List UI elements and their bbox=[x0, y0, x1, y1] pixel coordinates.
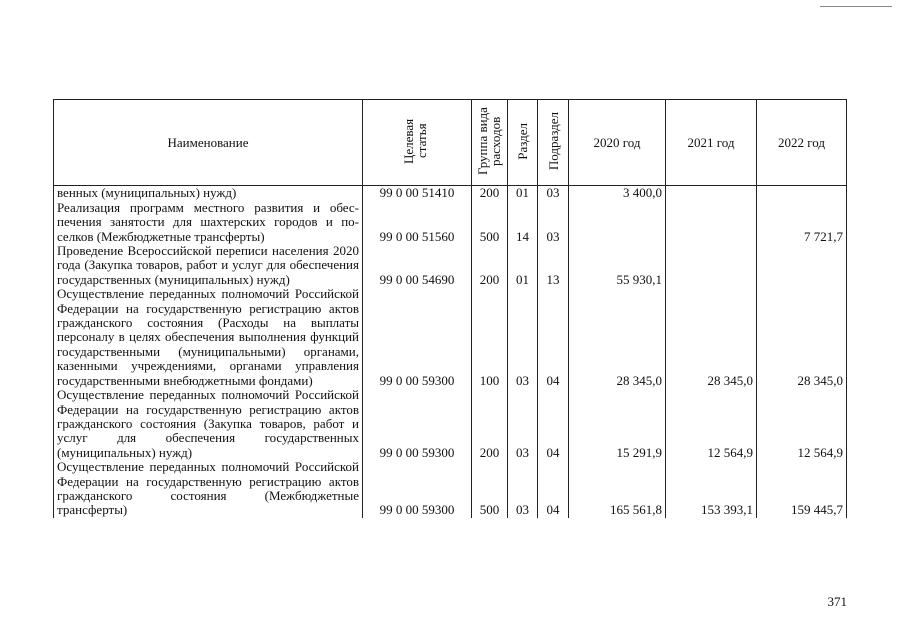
table-row bbox=[54, 388, 847, 460]
row-2021: 28 345,0 bbox=[666, 287, 757, 388]
row-2022: 7 721,7 bbox=[757, 201, 847, 244]
row-subsection: 03 bbox=[538, 201, 569, 244]
row-target: 99 0 00 51560 bbox=[363, 201, 472, 244]
row-group: 200 bbox=[472, 186, 508, 201]
table-row bbox=[54, 244, 847, 287]
row-2020: 3 400,0 bbox=[569, 186, 666, 201]
row-name: Осуществление переданных полномочий Российской Федерации на государственную регистрацию актов гражданского состояния (Закупка товаров, работ и услуг для обеспечения государственных (муниципальных) нужд) bbox=[54, 388, 363, 460]
header-name: Наименование bbox=[54, 100, 363, 186]
row-2022 bbox=[757, 186, 847, 201]
row-2022 bbox=[757, 244, 847, 287]
row-2020: 55 930,1 bbox=[569, 244, 666, 287]
row-2021: 12 564,9 bbox=[666, 388, 757, 460]
row-target: 99 0 00 59300 bbox=[363, 460, 472, 518]
row-subsection: 04 bbox=[538, 460, 569, 518]
top-rule bbox=[820, 6, 892, 7]
header-row bbox=[54, 100, 847, 186]
table-row bbox=[54, 287, 847, 388]
header-subsection: Подраздел bbox=[538, 100, 569, 186]
row-2021 bbox=[666, 186, 757, 201]
row-section: 03 bbox=[508, 287, 538, 388]
row-name: Осуществление переданных полномочий Российской Федерации на государственную регистрацию актов гражданского состояния (Межбюджетные трансферты) bbox=[54, 460, 363, 518]
row-2021: 153 393,1 bbox=[666, 460, 757, 518]
row-section: 03 bbox=[508, 460, 538, 518]
header-2022: 2022 год bbox=[757, 100, 847, 186]
table-row bbox=[54, 460, 847, 518]
table-row bbox=[54, 201, 847, 244]
header-2020: 2020 год bbox=[569, 100, 666, 186]
row-section: 01 bbox=[508, 186, 538, 201]
row-group: 100 bbox=[472, 287, 508, 388]
row-subsection: 04 bbox=[538, 287, 569, 388]
row-target: 99 0 00 54690 bbox=[363, 244, 472, 287]
row-group: 200 bbox=[472, 244, 508, 287]
row-section: 03 bbox=[508, 388, 538, 460]
row-2022: 159 445,7 bbox=[757, 460, 847, 518]
budget-table bbox=[53, 99, 847, 518]
header-group: Группа вида расходов bbox=[472, 100, 508, 186]
row-group: 500 bbox=[472, 201, 508, 244]
row-subsection: 04 bbox=[538, 388, 569, 460]
row-2020: 28 345,0 bbox=[569, 287, 666, 388]
row-2022: 28 345,0 bbox=[757, 287, 847, 388]
row-name: венных (муниципальных) нужд) bbox=[54, 186, 363, 201]
row-2020 bbox=[569, 201, 666, 244]
header-section: Раздел bbox=[508, 100, 538, 186]
row-subsection: 03 bbox=[538, 186, 569, 201]
row-name: Реализация программ местного развития и обеспечения занятости для шахтерских городов и поселков (Межбюджетные трансферты) bbox=[54, 201, 363, 244]
row-name: Осуществление переданных полномочий Российской Федерации на государственную регистрацию актов гражданского состояния (Расходы на выплаты персоналу в целях обеспечения выполнения функций государственными (муниципальными) органами, казенными учреждениями, органами управления государственными внебюджетными фондами) bbox=[54, 287, 363, 388]
row-2021 bbox=[666, 244, 757, 287]
row-target: 99 0 00 59300 bbox=[363, 287, 472, 388]
row-section: 01 bbox=[508, 244, 538, 287]
row-2020: 15 291,9 bbox=[569, 388, 666, 460]
page-number: 371 bbox=[827, 594, 847, 609]
row-section: 14 bbox=[508, 201, 538, 244]
header-2021: 2021 год bbox=[666, 100, 757, 186]
row-group: 200 bbox=[472, 388, 508, 460]
row-2020: 165 561,8 bbox=[569, 460, 666, 518]
row-subsection: 13 bbox=[538, 244, 569, 287]
header-target: Целевая статья bbox=[363, 100, 472, 186]
row-name: Проведение Всероссийской переписи населения 2020 года (Закупка товаров, работ и услуг для обеспечения государственных (муниципальных) нужд) bbox=[54, 244, 363, 287]
row-2022: 12 564,9 bbox=[757, 388, 847, 460]
row-target: 99 0 00 59300 bbox=[363, 388, 472, 460]
table-row bbox=[54, 186, 847, 201]
row-group: 500 bbox=[472, 460, 508, 518]
row-2021 bbox=[666, 201, 757, 244]
row-target: 99 0 00 51410 bbox=[363, 186, 472, 201]
